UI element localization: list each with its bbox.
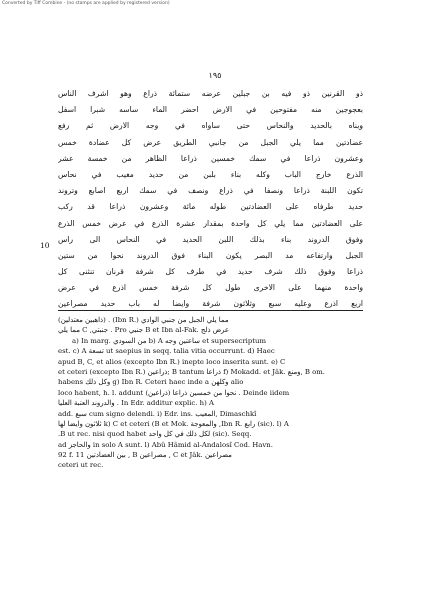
page-number: ١٩٥: [208, 71, 222, 80]
text-line: اربع اذرع وعليه سبع وثلاثون شرفة وايضا له باب حديد مصراعين: [58, 299, 363, 309]
text-line: تكون اللبنة ذراعا ونصفا في ذراع ونصف في سمك اربع اصابع وتروند: [58, 186, 363, 196]
footnotes-apparatus: [58, 315, 363, 471]
text-line: حديد طرفاه على العضادتين طوله مائة وعشرون ذراعا قد ركب: [58, 202, 363, 212]
footnote-line: (ذاهبين معتدلين) . (Ibn R.) مما يلي الجبل من جنبي الوادي: [58, 316, 229, 324]
footnote-line: est. c) A تسعة ut saepius in seqq. talia vitia occurrunt. d) Haec: [58, 347, 275, 356]
converter-watermark: Converted by Tiff Combine - (no stamps are applied by registered version): [2, 1, 170, 6]
footnote-line: a) In marg. من السودي b) A ساعتين وجه et supersecriptum: [72, 336, 267, 345]
arabic-body-text: [58, 86, 363, 313]
text-line: عضادتين مما يلي الجبل من جانبي الطريق عرض كل عضادة خمس: [58, 137, 363, 147]
footnote-line: ad والحاجز in solo A sunt. l) Abû Hâmid al-Andalosî Cod. Havn.: [58, 440, 273, 449]
footnote-line: apud B, C, et alios (excepto Ibn R.) inepte loco inserita sunt. e) C: [58, 357, 286, 366]
text-line: وفوق الدروند بناء بذلك اللبن الحديد في النحاس الى راس: [58, 234, 363, 244]
footnote-divider: [58, 310, 363, 311]
text-line: وعشرون ذراعا في سمك خمسين ذراعا الظاهر من خمسة عشر: [58, 153, 363, 163]
footnote-line: مما يلي C ,جنبتي . Pro جنبي B et Ibn al-Fak. عرض ذلج: [58, 326, 229, 335]
footnote-line: 92 f. 11 بين العضادتين , B مصراعين , C et Jâk. مصراعين: [58, 451, 232, 460]
text-line: ذو القرنين ذو فيه بن جبلين عرضه ستمائة ذراع وهو اشرف الناس: [58, 89, 363, 98]
text-line: واحدة منهما على الاخرى طول كل شرفة خمس اذرع في عرض: [58, 283, 363, 293]
text-line: الجبل وارتفاعه مد البصر يكون البناء فوق الدروند نحوا من ستين: [58, 250, 363, 260]
text-line: على العضادتين مما يلي كل واحدة بمقدار عشرة الذرع في عرض خمس الذرع: [58, 218, 363, 228]
footnote-line: add. سبع cum signo delendi. i) Edr. ins. المعيب, Dimaschkî: [58, 409, 257, 418]
footnote-line: loco habent, h. l. addunt نحوا من خمسين ذراعا (ذراعين) . Deinde iidem: [58, 388, 290, 397]
text-line: بعجوجين منه مفتوحين في الارض احضر الماء ساسه شبرا اسفل: [58, 105, 363, 115]
footnote-line: والدروند العتبة العليا . In Edr. additur explic. h) A: [58, 399, 214, 408]
text-line: الذرع خارج الباب وكله بناء بلبن من حديد مغيب في نحاس: [58, 169, 363, 179]
footnote-line: .B ut rec. nisi quod habet لكل ذلك في كل واحد (sic). Seqq.: [58, 430, 252, 439]
footnote-line: ثلاثون وايضا لها k) C et ceteri (B et Mok. والمعوجة ,Ibn R. رابع (sic). l) A: [58, 419, 289, 428]
text-line: وبناه بالحديد والنحاس حتى ساواه في وجه الارض ثم رفع: [58, 121, 363, 131]
footnote-line: habens وكل ذلك g) Ibn R. Ceteri haec inde a وكلهن alio: [58, 378, 244, 387]
line-number-marker: 10: [40, 241, 50, 250]
footnote-line: ceteri ut rec.: [58, 461, 104, 470]
text-line: ذراعا وفوق ذلك شرف حديد في طرف كل شرفة قرنان تنثنى كل: [58, 267, 363, 277]
footnote-line: et ceteri (excepto Ibn R.) ذراعين; B tantum ذراعا f) Mokadd. et Jâk. ومنع, B om.: [58, 367, 325, 376]
